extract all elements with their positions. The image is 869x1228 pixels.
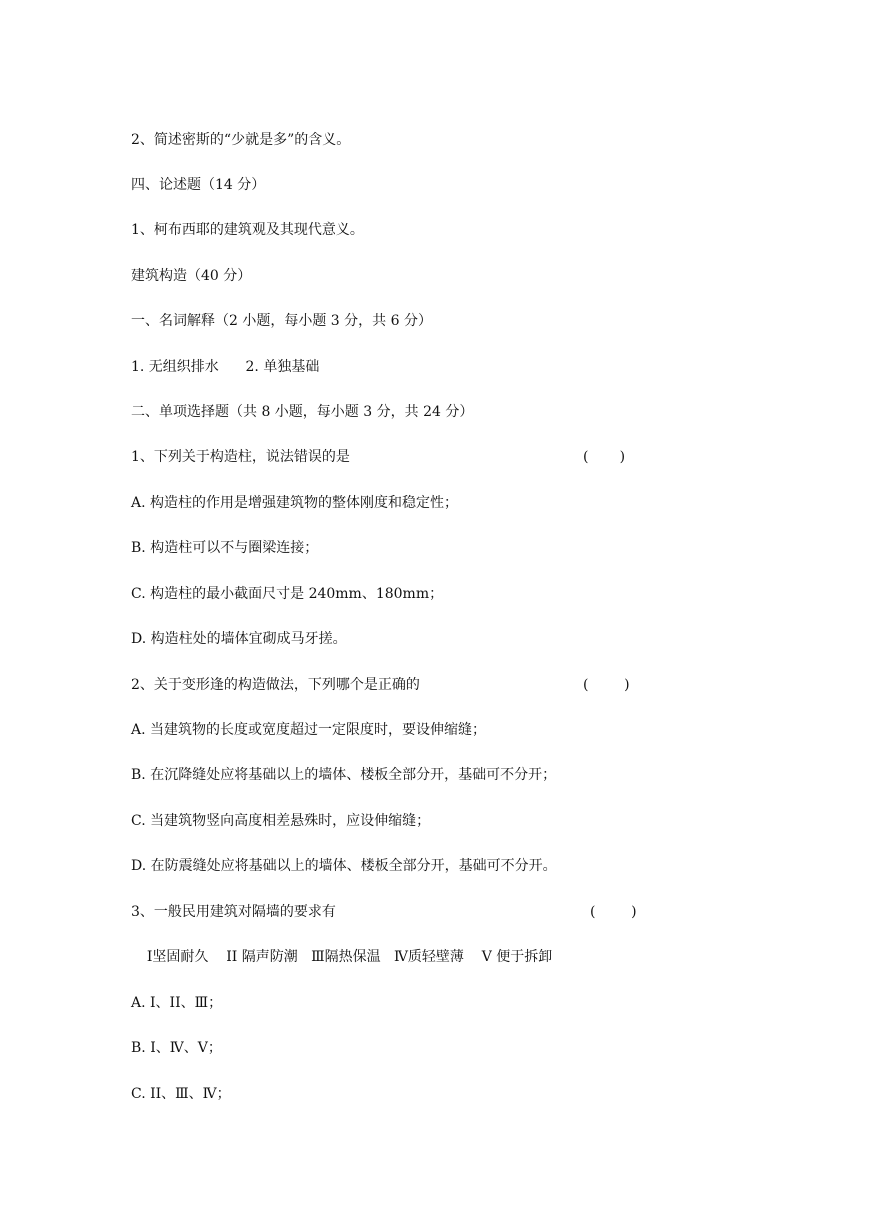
q2-option-d: D. 在防震缝处应将基础以上的墙体、楼板全部分开，基础可不分开。 <box>131 858 557 874</box>
answer-blank-1: ( ) <box>583 449 626 465</box>
mc-question-1: 1、下列关于构造柱，说法错误的是 <box>131 449 350 465</box>
q1-option-a: A. 构造柱的作用是增强建筑物的整体刚度和稳定性； <box>131 495 459 511</box>
mc-question-2: 2、关于变形逢的构造做法，下列哪个是正确的 <box>131 677 420 693</box>
answer-blank-3: ( ) <box>590 904 637 920</box>
terms-items: 1. 无组织排水 2. 单独基础 <box>131 359 320 375</box>
q1-option-b: B. 构造柱可以不与圈梁连接； <box>131 540 319 556</box>
q1-option-c: C. 构造柱的最小截面尺寸是 240mm、180mm； <box>131 586 444 602</box>
section-heading-essay: 四、论述题（14 分） <box>131 177 266 193</box>
answer-blank-2: ( ) <box>583 677 630 693</box>
q1-option-d: D. 构造柱处的墙体宜砌成马牙搓。 <box>131 631 347 647</box>
q3-option-b: B. Ⅰ、Ⅳ、V； <box>131 1040 222 1056</box>
q2-option-b: B. 在沉降缝处应将基础以上的墙体、楼板全部分开，基础可不分开； <box>131 767 557 783</box>
q3-requirements-list: Ⅰ坚固耐久 II 隔声防潮 Ⅲ隔热保温 Ⅳ质轻壁薄 V 便于拆卸 <box>138 949 553 965</box>
question-2-short-answer: 2、简述密斯的“少就是多”的含义。 <box>131 132 351 148</box>
q2-option-a: A. 当建筑物的长度或宽度超过一定限度时，要设伸缩缝； <box>131 722 487 738</box>
section-heading-terms: 一、名词解释（2 小题，每小题 3 分，共 6 分） <box>131 313 432 329</box>
q2-option-c: C. 当建筑物竖向高度相差悬殊时，应设伸缩缝； <box>131 813 431 829</box>
essay-question-1: 1、柯布西耶的建筑观及其现代意义。 <box>131 222 364 238</box>
q3-option-c: C. II、Ⅲ、Ⅳ； <box>131 1086 231 1102</box>
section-heading-single-choice: 二、单项选择题（共 8 小题，每小题 3 分，共 24 分） <box>131 404 474 420</box>
q3-option-a: A. Ⅰ、II、Ⅲ； <box>131 995 223 1011</box>
mc-question-3: 3、一般民用建筑对隔墙的要求有 <box>131 904 336 920</box>
section-title-construction: 建筑构造（40 分） <box>131 268 252 284</box>
